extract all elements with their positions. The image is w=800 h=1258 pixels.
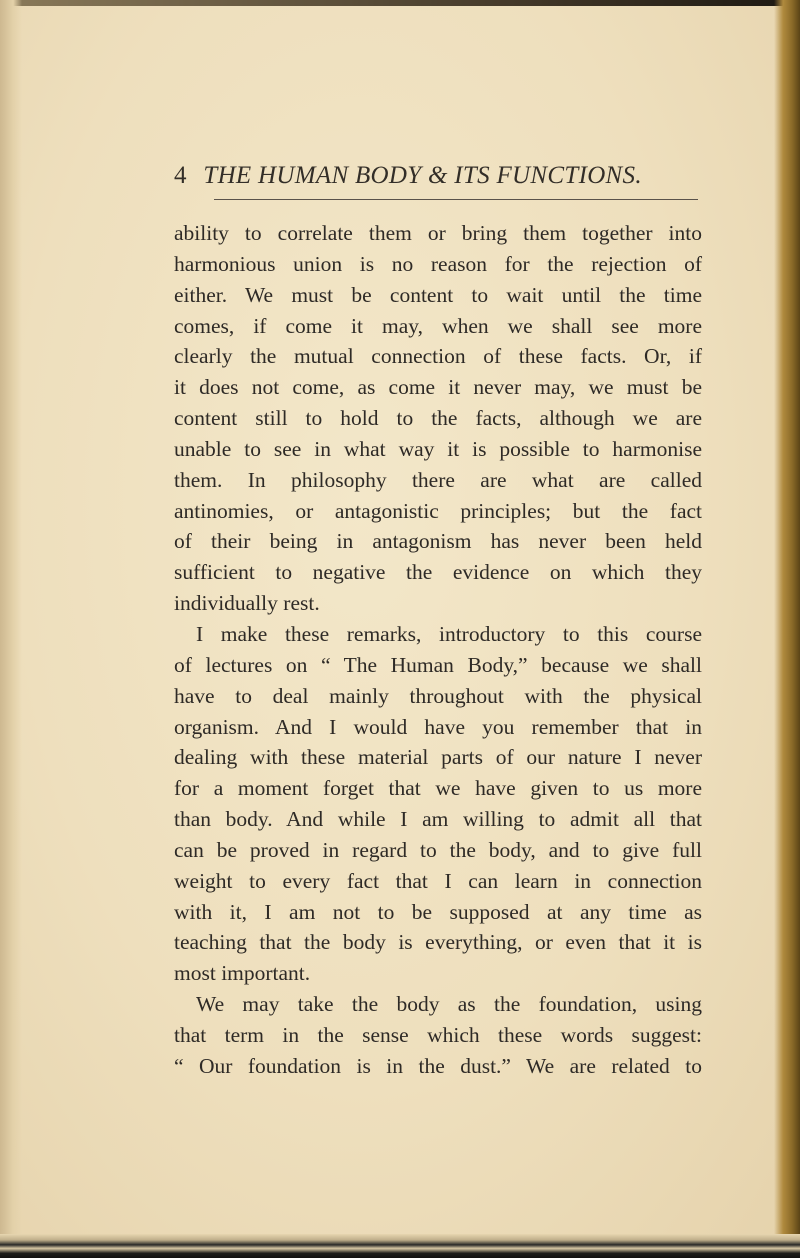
text-line: sufficient to negative the evidence on which they <box>174 560 702 585</box>
page-number: 4 <box>174 162 187 189</box>
text-line: I make these remarks, introductory to this course <box>196 621 702 646</box>
text-line: content still to hold to the facts, although we are <box>174 406 702 431</box>
text-line: of their being in antagonism has never been held <box>174 529 702 554</box>
text-line: comes, if come it may, when we shall see more <box>174 313 702 338</box>
text-line: individually rest. <box>174 591 320 616</box>
text-line: of lectures on “ The Human Body,” because we shall <box>174 652 702 677</box>
text-line: antinomies, or antagonistic principles; but the fact <box>174 498 702 523</box>
text-line: can be proved in regard to the body, and to give full <box>174 837 702 862</box>
text-line: dealing with these material parts of our nature I never <box>174 745 702 770</box>
header-rule <box>214 199 698 200</box>
text-line: clearly the mutual connection of these facts. Or, if <box>174 344 702 369</box>
text-line: most important. <box>174 961 311 986</box>
text-line: We may take the body as the foundation, using <box>196 992 702 1017</box>
text-line: it does not come, as come it never may, we must be <box>174 375 702 400</box>
text-line: that term in the sense which these words suggest: <box>174 1022 702 1047</box>
page-left-edge <box>0 0 22 1258</box>
text-line: either. We must be content to wait until the time <box>174 282 702 307</box>
text-line: with it, I am not to be supposed at any time as <box>174 899 702 924</box>
text-line: unable to see in what way it is possible to harmonise <box>174 436 702 461</box>
text-line: harmonious union is no reason for the rejection of <box>174 251 702 276</box>
running-header <box>174 162 704 194</box>
text-line: for a moment forget that we have given to us more <box>174 776 702 801</box>
text-line: teaching that the body is everything, or even that it is <box>174 930 702 955</box>
page-right-edge <box>774 0 800 1258</box>
text-line: have to deal mainly throughout with the physical <box>174 683 702 708</box>
body-text <box>174 218 702 1082</box>
page-top-edge <box>0 0 800 6</box>
running-title: THE HUMAN BODY & ITS FUNCTIONS. <box>203 162 642 189</box>
text-line: ability to correlate them or bring them together into <box>174 221 702 245</box>
text-line: organism. And I would have you remember that in <box>174 714 702 739</box>
text-line: “ Our foundation is in the dust.” We are related to <box>174 1053 702 1078</box>
text-line: them. In philosophy there are what are called <box>174 467 702 492</box>
page-bottom-edge <box>0 1234 800 1258</box>
text-line: weight to every fact that I can learn in connection <box>174 868 702 893</box>
text-line: than body. And while I am willing to admit all that <box>174 807 702 832</box>
